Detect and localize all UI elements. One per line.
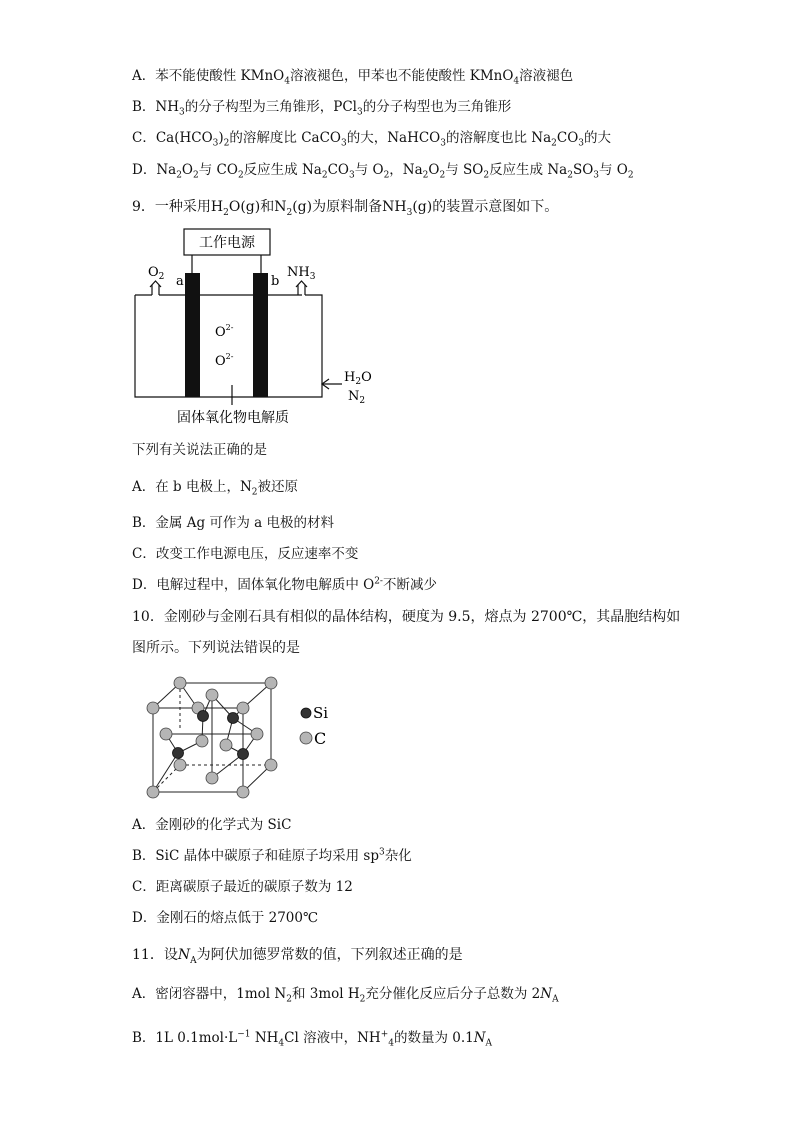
electrolyte-label: 固体氧化物电解质 (177, 410, 289, 426)
q11-option-b: B．1L $0.1mol\cdot L^{-1}$ $NH_4Cl$ 溶液中，$NH^+_4$的数量为 $0.1N_A$ (132, 1029, 493, 1049)
q9-option-c: C．改变工作电源电压，反应速率不变 (132, 546, 359, 562)
cell-outline (135, 295, 322, 397)
electrode-a-label: a (176, 274, 184, 289)
q9-option-d: D．电解过程中，固体氧化物电解质中 $O^{2-}$不断减少 (132, 576, 437, 593)
silicon-atoms (173, 711, 249, 760)
oxide-ion-2: $O^{2-}$ (215, 352, 234, 369)
q9-stem: 9．一种采用$H_2O(g)$和$N_2(g)$为原料制备$NH_3(g)$的装置示意图如下。 (132, 199, 559, 218)
power-source-label: 工作电源 (199, 235, 255, 251)
q8-option-a: A．苯不能使酸性 KMnO$_4$溶液褪色，甲苯也不能使酸性 KMnO$_4$溶液褪色 (132, 68, 574, 87)
q9-prompt: 下列有关说法正确的是 (132, 442, 267, 458)
q10-stem-line1: 10．金刚砂与金刚石具有相似的晶体结构，硬度为 9.5，熔点为 2700℃，其晶胞结构如 (132, 609, 681, 625)
q10-option-c: C．距离碳原子最近的碳原子数为 12 (132, 879, 353, 895)
legend-c-label: C (314, 729, 327, 748)
q10-option-a: A．金刚砂的化学式为 SiC (132, 817, 292, 833)
electrolysis-diagram (130, 225, 390, 430)
crystal-cell-diagram (140, 670, 340, 810)
q9-option-a: A．在 b 电极上，$N_2$被还原 (132, 479, 299, 498)
oxide-ion-1: $O^{2-}$ (215, 323, 234, 340)
n2-label: $N_2$ (348, 389, 366, 406)
q9-option-b: B．金属 Ag 可作为 a 电极的材料 (132, 515, 335, 531)
q8-option-c: C．$Ca(HCO_3)_2$的溶解度比 CaCO$_3$的大，NaHCO$_3$的溶解度也比 $Na_2CO_3$的大 (132, 130, 612, 149)
legend-si-marker (301, 708, 311, 718)
electrode-a (185, 273, 200, 397)
electrode-b-label: b (271, 274, 280, 289)
q10-option-b: B．SiC 晶体中碳原子和硅原子均采用 $sp^3$杂化 (132, 847, 412, 864)
q10-stem-line2: 图所示。下列说法错误的是 (132, 640, 300, 656)
q11-stem: 11．设$N_A$为阿伏加德罗常数的值，下列叙述正确的是 (132, 947, 463, 966)
nh3-label: $NH_3$ (287, 265, 316, 282)
o2-label: $O_2$ (148, 265, 165, 282)
electrode-b (253, 273, 268, 397)
q8-option-b: B．$NH_3$的分子构型为三角锥形，PCl$_3$的分子构型也为三角锥形 (132, 99, 512, 118)
q10-option-d: D．金刚石的熔点低于 2700℃ (132, 910, 319, 926)
legend-si-label: Si (313, 704, 329, 722)
q8-option-d: D．$Na_2O_2$与 $CO_2$反应生成 $Na_2CO_3$与 $O_2$，$Na_2O_2$与 $SO_2$反应生成 $Na_2SO_3$与 $O_2$ (132, 162, 634, 181)
q11-option-a: A．密闭容器中，1mol $N_2$和 3mol $H_2$充分催化反应后分子总数为 $2N_A$ (132, 986, 559, 1005)
h2o-label: $H_2O$ (344, 370, 372, 387)
legend-c-marker (300, 732, 312, 744)
